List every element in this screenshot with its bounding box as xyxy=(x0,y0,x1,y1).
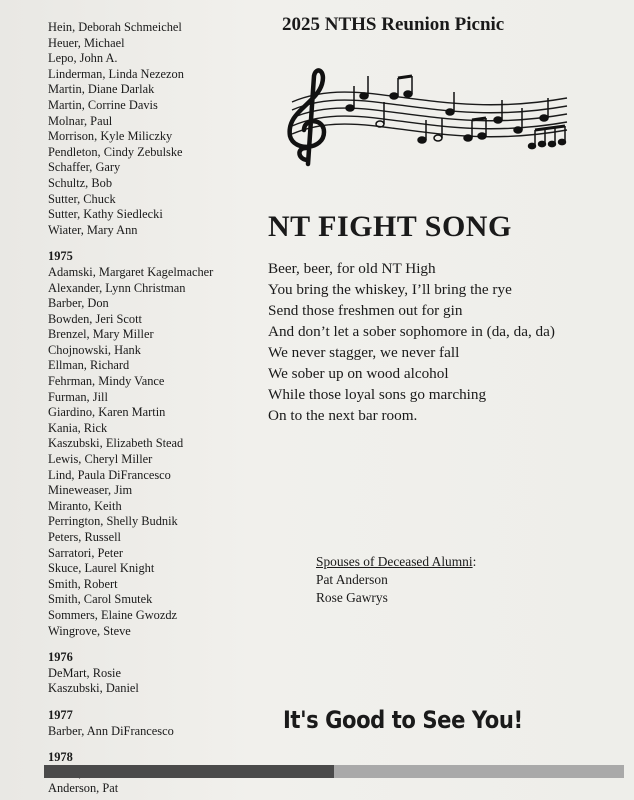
alumni-name: Sommers, Elaine Gwozdz xyxy=(48,607,178,622)
alumni-name: Martin, Diane Darlak xyxy=(48,82,155,97)
alumni-name: Sutter, Kathy Siedlecki xyxy=(48,207,163,222)
class-year-heading: 1978 xyxy=(48,750,73,765)
class-group-1976 xyxy=(48,650,263,697)
alumni-name: Kania, Rick xyxy=(48,420,108,435)
spouse-name: Rose Gawrys xyxy=(316,590,388,605)
alumni-name: Adamski, Margaret Kagelmacher xyxy=(48,264,214,279)
closing-message: It's Good to See You! xyxy=(283,706,523,734)
alumni-name: Sutter, Chuck xyxy=(48,191,116,206)
alumni-name: Mineweaser, Jim xyxy=(48,483,133,498)
footer-bar-dark xyxy=(44,765,334,778)
lyric-line: We never stagger, we never fall xyxy=(268,344,460,361)
lyric-line: On to the next bar room. xyxy=(268,407,418,424)
alumni-name: Perrington, Shelly Budnik xyxy=(48,514,178,529)
lyric-line: You bring the whiskey, I’ll bring the rye xyxy=(268,281,512,298)
music-staff-notes-icon xyxy=(272,64,572,174)
alumni-name: Chojnowski, Hank xyxy=(48,342,141,357)
class-year-heading: 1976 xyxy=(48,650,73,665)
alumni-name: Heuer, Michael xyxy=(48,35,125,50)
alumni-name: Lewis, Cheryl Miller xyxy=(48,452,153,467)
alumni-name: Skuce, Laurel Knight xyxy=(48,561,155,576)
alumni-name: Linderman, Linda Nezezon xyxy=(48,66,184,81)
spouses-heading-colon: : xyxy=(472,554,477,569)
class-group-1975 xyxy=(48,249,263,639)
alumni-name: Kaszubski, Elizabeth Stead xyxy=(48,436,184,451)
alumni-name: Pendleton, Cindy Zebulske xyxy=(48,144,183,159)
alumni-name: Ellman, Richard xyxy=(48,358,130,373)
class-year-heading: 1975 xyxy=(48,249,73,264)
footer-bar-light xyxy=(334,765,624,778)
class-group-1977 xyxy=(48,708,263,739)
alumni-top-group xyxy=(48,20,263,238)
alumni-name: Morrison, Kyle Miliczky xyxy=(48,129,173,144)
alumni-name: Alexander, Lynn Christman xyxy=(48,280,186,295)
lyric-line: Beer, beer, for old NT High xyxy=(268,260,436,277)
spouses-heading-row xyxy=(316,553,576,571)
alumni-name: Kaszubski, Daniel xyxy=(48,681,139,696)
spouses-section xyxy=(316,553,576,607)
alumni-name: Miranto, Keith xyxy=(48,498,122,513)
alumni-name: Smith, Carol Smutek xyxy=(48,592,153,607)
alumni-name: Schultz, Bob xyxy=(48,175,113,190)
alumni-name: Brenzel, Mary Miller xyxy=(48,327,154,342)
alumni-name: Molnar, Paul xyxy=(48,113,113,128)
alumni-name: DeMart, Rosie xyxy=(48,665,121,680)
alumni-name: Hein, Deborah Schmeichel xyxy=(48,20,182,34)
alumni-name: Peters, Russell xyxy=(48,530,121,544)
alumni-name: Barber, Don xyxy=(48,296,109,311)
alumni-name: Sarratori, Peter xyxy=(48,545,124,560)
fight-song-lyrics xyxy=(268,258,608,426)
alumni-name: Smith, Robert xyxy=(48,576,118,591)
lyric-line: And don’t let a sober sophomore in (da, da, da) xyxy=(268,323,555,340)
alumni-name: Giardino, Karen Martin xyxy=(48,405,166,420)
alumni-name: Bowden, Jeri Scott xyxy=(48,311,142,326)
alumni-list xyxy=(48,20,263,797)
alumni-name: Schaffer, Gary xyxy=(48,160,121,175)
alumni-name: Fehrman, Mindy Vance xyxy=(48,374,165,389)
spouses-heading: Spouses of Deceased Alumni xyxy=(316,554,473,569)
alumni-name: Lind, Paula DiFrancesco xyxy=(48,467,171,482)
alumni-name: Barber, Ann DiFrancesco xyxy=(48,723,174,738)
alumni-name: Furman, Jill xyxy=(48,389,108,404)
lyric-line: We sober up on wood alcohol xyxy=(268,365,449,382)
alumni-name: Lepo, John A. xyxy=(48,51,118,66)
lyric-line: While those loyal sons go marching xyxy=(268,386,487,403)
alumni-name: Wiater, Mary Ann xyxy=(48,222,138,237)
spouse-name: Pat Anderson xyxy=(316,572,388,587)
alumni-name: Anderson, Pat xyxy=(48,781,119,796)
alumni-name: Wingrove, Steve xyxy=(48,623,131,638)
alumni-name: Martin, Corrine Davis xyxy=(48,97,158,112)
class-year-heading: 1977 xyxy=(48,707,73,722)
fight-song-title: NT FIGHT SONG xyxy=(268,210,512,243)
lyric-line: Send those freshmen out for gin xyxy=(268,302,463,319)
page-title: 2025 NTHS Reunion Picnic xyxy=(282,14,505,35)
